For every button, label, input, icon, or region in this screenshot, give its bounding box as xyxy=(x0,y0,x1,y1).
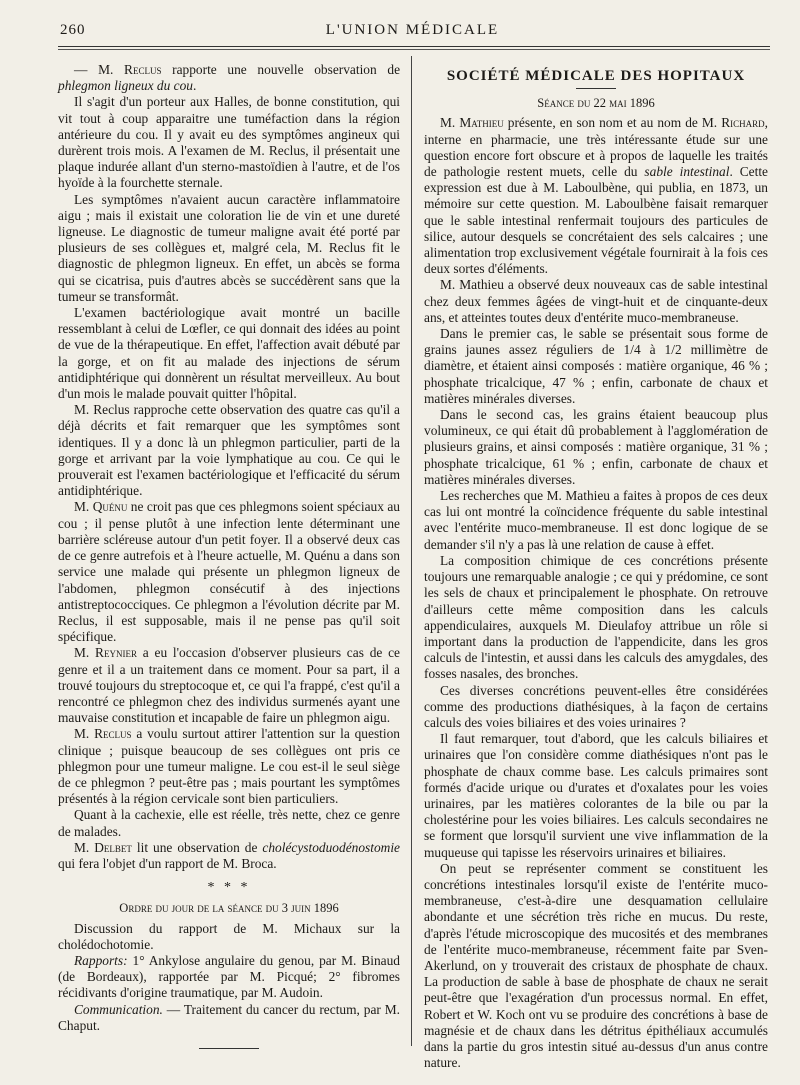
speaker-name: Richard xyxy=(721,115,765,131)
speaker-name: Delbet xyxy=(94,839,132,855)
paragraph: Les symptômes n'avaient aucun caractère inflammatoire aigu ; mais il existait une coloration lie de vin et une dureté ligneuse. Le diagnostic de tumeur maligne avait été porté par plusieurs de ses collègues et, malgré cela, M. Reclus fit le diagnostic de phlegmon ligneux. En effet, un abcès se forma qui se cicatrisa, puis d'autres abcès se succédèrent sans que la tumeur se transformât. xyxy=(58,191,400,304)
paragraph: M. Mathieu a observé deux nouveaux cas de sable intestinal chez deux femmes âgées de vingt-huit et de cinquante-deux ans, et atteintes toutes deux d'entérite muco-membraneuse. xyxy=(424,277,768,325)
paragraph: Dans le second cas, les grains étaient beaucoup plus volumineux, ce qui était dû probablement à l'agglomération de plusieurs grains, et ainsi composés : matière organique, 31 % ; phosphate tricalcique, 61 % ; enfin, carbonate de chaux et matières minérales diverses. xyxy=(424,407,768,487)
paragraph: On peut se représenter comment se constituent les concrétions intestinales lorsqu'il existe de l'entérite muco-membraneuse, c'est-à-dire une desquamation cellulaire abondante et une sécrétion très riche en mucus. Du reste, d'après l'étude microscopique des mucosités et des membranes de l'entérite muco-membraneuse, récemment faite par Sven-Akerlund, on y trouverait des cristaux de phosphate de chaux. La production de sable à base de phosphate de chaux ne serait peut-être que l'exagération d'un processus normal. En effet, Robert et W. Koch ont vu se produire des concrétions à base de magnésie et de chaux dans les détritus épithéliaux accumulés dans la partie du gros intestin situé au-dessus d'un anus contre nature. xyxy=(424,860,768,1071)
section-title: SOCIÉTÉ MÉDICALE DES HOPITAUX xyxy=(446,68,746,84)
right-column xyxy=(424,62,768,1071)
paragraph: Les recherches que M. Mathieu a faites à propos de ces deux cas lui ont montré la coïncidence fréquente du sable intestinal avec l'entérite muco-membraneuse. Il est donc logique de se demander s'il n'y a pas là une relation de cause à effet. xyxy=(424,488,768,552)
agenda-item: Rapports: 1° Ankylose angulaire du genou, par M. Binaud (de Bordeaux), rapportée par M. Picqué; 2° fibromes récidivants d'origine traumatique, par M. Audoin. xyxy=(58,952,400,1001)
paragraph: L'examen bactériologique avait montré un bacille ressemblant à celui de Lœfler, ce qui donnait des idées au point de vue de la thérapeutique. En effet, l'affection avait débuté par la gorge, et on fit au malade des injections de sérum antidiphtérique qui donnèrent un résultat merveilleux. Au bout d'un mois le malade pouvait quitter l'hôpital. xyxy=(58,305,400,402)
paragraph: Ces diverses concrétions peuvent-elles être considérées comme des productions diathésiques, à la façon de certains calculs des voies biliaires et des voies urinaires ? xyxy=(424,682,768,730)
paragraph: Il s'agit d'un porteur aux Halles, de bonne constitution, qui vit tout à coup apparaitre une tuméfaction dans la région antérieure du cou. Il y avait eu des symptômes angineux qui durèrent trois mois. A l'examen de M. Reclus, il présentait une plaque indurée allant d'un sterno-mastoïdien à l'autre, et de l'os hyoïde à la fourchette sternale. xyxy=(58,94,400,191)
italic-term: sable intestinal xyxy=(644,164,730,180)
paragraph: Dans le premier cas, le sable se présentait sous forme de grains jaunes assez réguliers de 1/4 à 1/2 millimètre de diamètre, et étaient ainsi composés : matière organique, 46 % ; phosphate tricalcique, 47 % ; enfin, carbonate de chaux et matières minérales diverses. xyxy=(424,326,768,406)
journal-title: L'UNION MÉDICALE xyxy=(325,22,500,38)
header-rule-secondary xyxy=(58,49,770,50)
paragraph: M. Delbet lit une observation de cholécystoduodénostomie qui fera l'objet d'un rapport de M. Broca. xyxy=(58,839,400,871)
end-rule xyxy=(199,1048,259,1049)
section-separator-stars: * * * xyxy=(207,880,251,896)
speaker-name: Reynier xyxy=(95,645,137,661)
title-rule xyxy=(576,88,616,89)
paragraph: La composition chimique de ces concrétions présente toujours une remarquable analogie ; ce qui y prédomine, ce sont les sels de chaux et principalement le phosphate. On retrouve d'ailleurs cette même composition dans les calculs appendiculaires, auxquels M. Dieulafoy attribue un rôle si important dans la production de l'appendicite, dans les gros calculs de l'intestin, et aussi dans les calculs des amygdales, des fosses nasales, des bronches. xyxy=(424,552,768,682)
paragraph: M. Reynier a eu l'occasion d'observer plusieurs cas de ce genre et il a un traitement dans ce moment. Pour sa part, il a trouvé toujours du streptocoque et, ce qui l'a frappé, c'est qu'il a rencontré ce phlegmon chez des individus surmenés ayant une mauvaise constitution et incapable de faire un phlegmon aigu. xyxy=(58,645,400,726)
agenda-item: Discussion du rapport de M. Michaux sur la cholédochotomie. xyxy=(58,920,400,952)
paragraph: M. Reclus a voulu surtout attirer l'attention sur la question clinique ; puisque beaucoup de ses collègues ont pris ce phlegmon pour une tumeur maligne. Le cou est-il le seul siège de ce phlegmon ? peut-être pas ; mais pourtant les symptômes présentés à la région cervicale sont bien particuliers. xyxy=(58,726,400,807)
session-date: Séance du 22 mai 1896 xyxy=(537,96,655,111)
paragraph: M. Mathieu présente, en son nom et au nom de M. Richard, interne en pharmacie, une très intéressante étude sur une question encore fort obscure et à propos de laquelle les traités de pathologie restent muets, celle du sable intestinal. Cette expression est due à M. Laboulbène, qui publia, en 1873, un mémoire sur cette question. M. Laboulbène faisait remarquer que le sable intestinal renfermait toujours des particules de silice, autour desquels se concrétaient des sels calcaires ; une alimentation trop exclusivement végétale fournirait à la fois ces deux sortes d'éléments. xyxy=(424,115,769,277)
paragraph: M. Reclus rapproche cette observation des quatre cas qu'il a déjà décrits et fait remarquer que les symptômes sont identiques. Il y a donc là un phlegmon particulier, parti de la gorge et arrivant par la voie lymphatique au cou. Ce qui le prouverait est l'examen bactériologique et l'efficacité du sérum antidiphtérique. xyxy=(58,402,400,499)
paragraph: Il faut remarquer, tout d'abord, que les calculs biliaires et urinaires que l'on considère comme diathésiques n'ont pas le phosphate de chaux comme base. Les calculs primaires sont formés d'acide urique ou d'urates et d'oxalates pour les voies urinaires, par les matières colorantes de la bile ou par la cholestérine pour les voies biliaires. Les calculs secondaires ne se forment que lorsqu'il survient une vive inflammation de la muqueuse qui tapisse les réservoirs urinaires et biliaires. xyxy=(424,731,768,860)
agenda-item: Communication. — Traitement du cancer du rectum, par M. Chaput. xyxy=(58,1001,400,1033)
left-column xyxy=(58,62,400,1049)
running-header xyxy=(60,18,765,44)
paragraph: Quant à la cachexie, elle est réelle, très nette, chez ce genre de malades. xyxy=(58,807,400,839)
italic-term: cholécystoduodénostomie xyxy=(262,839,400,855)
paragraph: — M. Reclus rapporte une nouvelle observation de phlegmon ligneux du cou. xyxy=(58,62,401,94)
column-divider xyxy=(411,56,412,1046)
italic-term: phlegmon ligneux du cou xyxy=(58,78,193,94)
speaker-name: Quénu xyxy=(92,499,128,515)
paragraph: M. Quénu ne croit pas que ces phlegmons soient spéciaux au cou ; il pense plutôt à une infection lente déterminant une barrière scléreuse autour d'un petit foyer. Il a observé deux cas de ce genre autrefois et à l'heure actuelle, M. Quénu a dans son service une malade qui présente un phlegmon ligneux de l'abdomen, phlegmon consécutif à des injections antistreptococciques. Ce phlegmon a l'évolution décrite par M. Reclus, il est supposable, mais il ne pense pas qu'il soit spécifique. xyxy=(58,499,401,645)
page-number: 260 xyxy=(60,22,86,38)
speaker-name: Reclus xyxy=(124,62,162,77)
agenda-heading: Ordre du jour de la séance du 3 juin 1896 xyxy=(119,901,339,916)
speaker-name: Mathieu xyxy=(459,115,504,131)
speaker-name: Reclus xyxy=(94,726,132,742)
header-rule xyxy=(58,46,770,47)
